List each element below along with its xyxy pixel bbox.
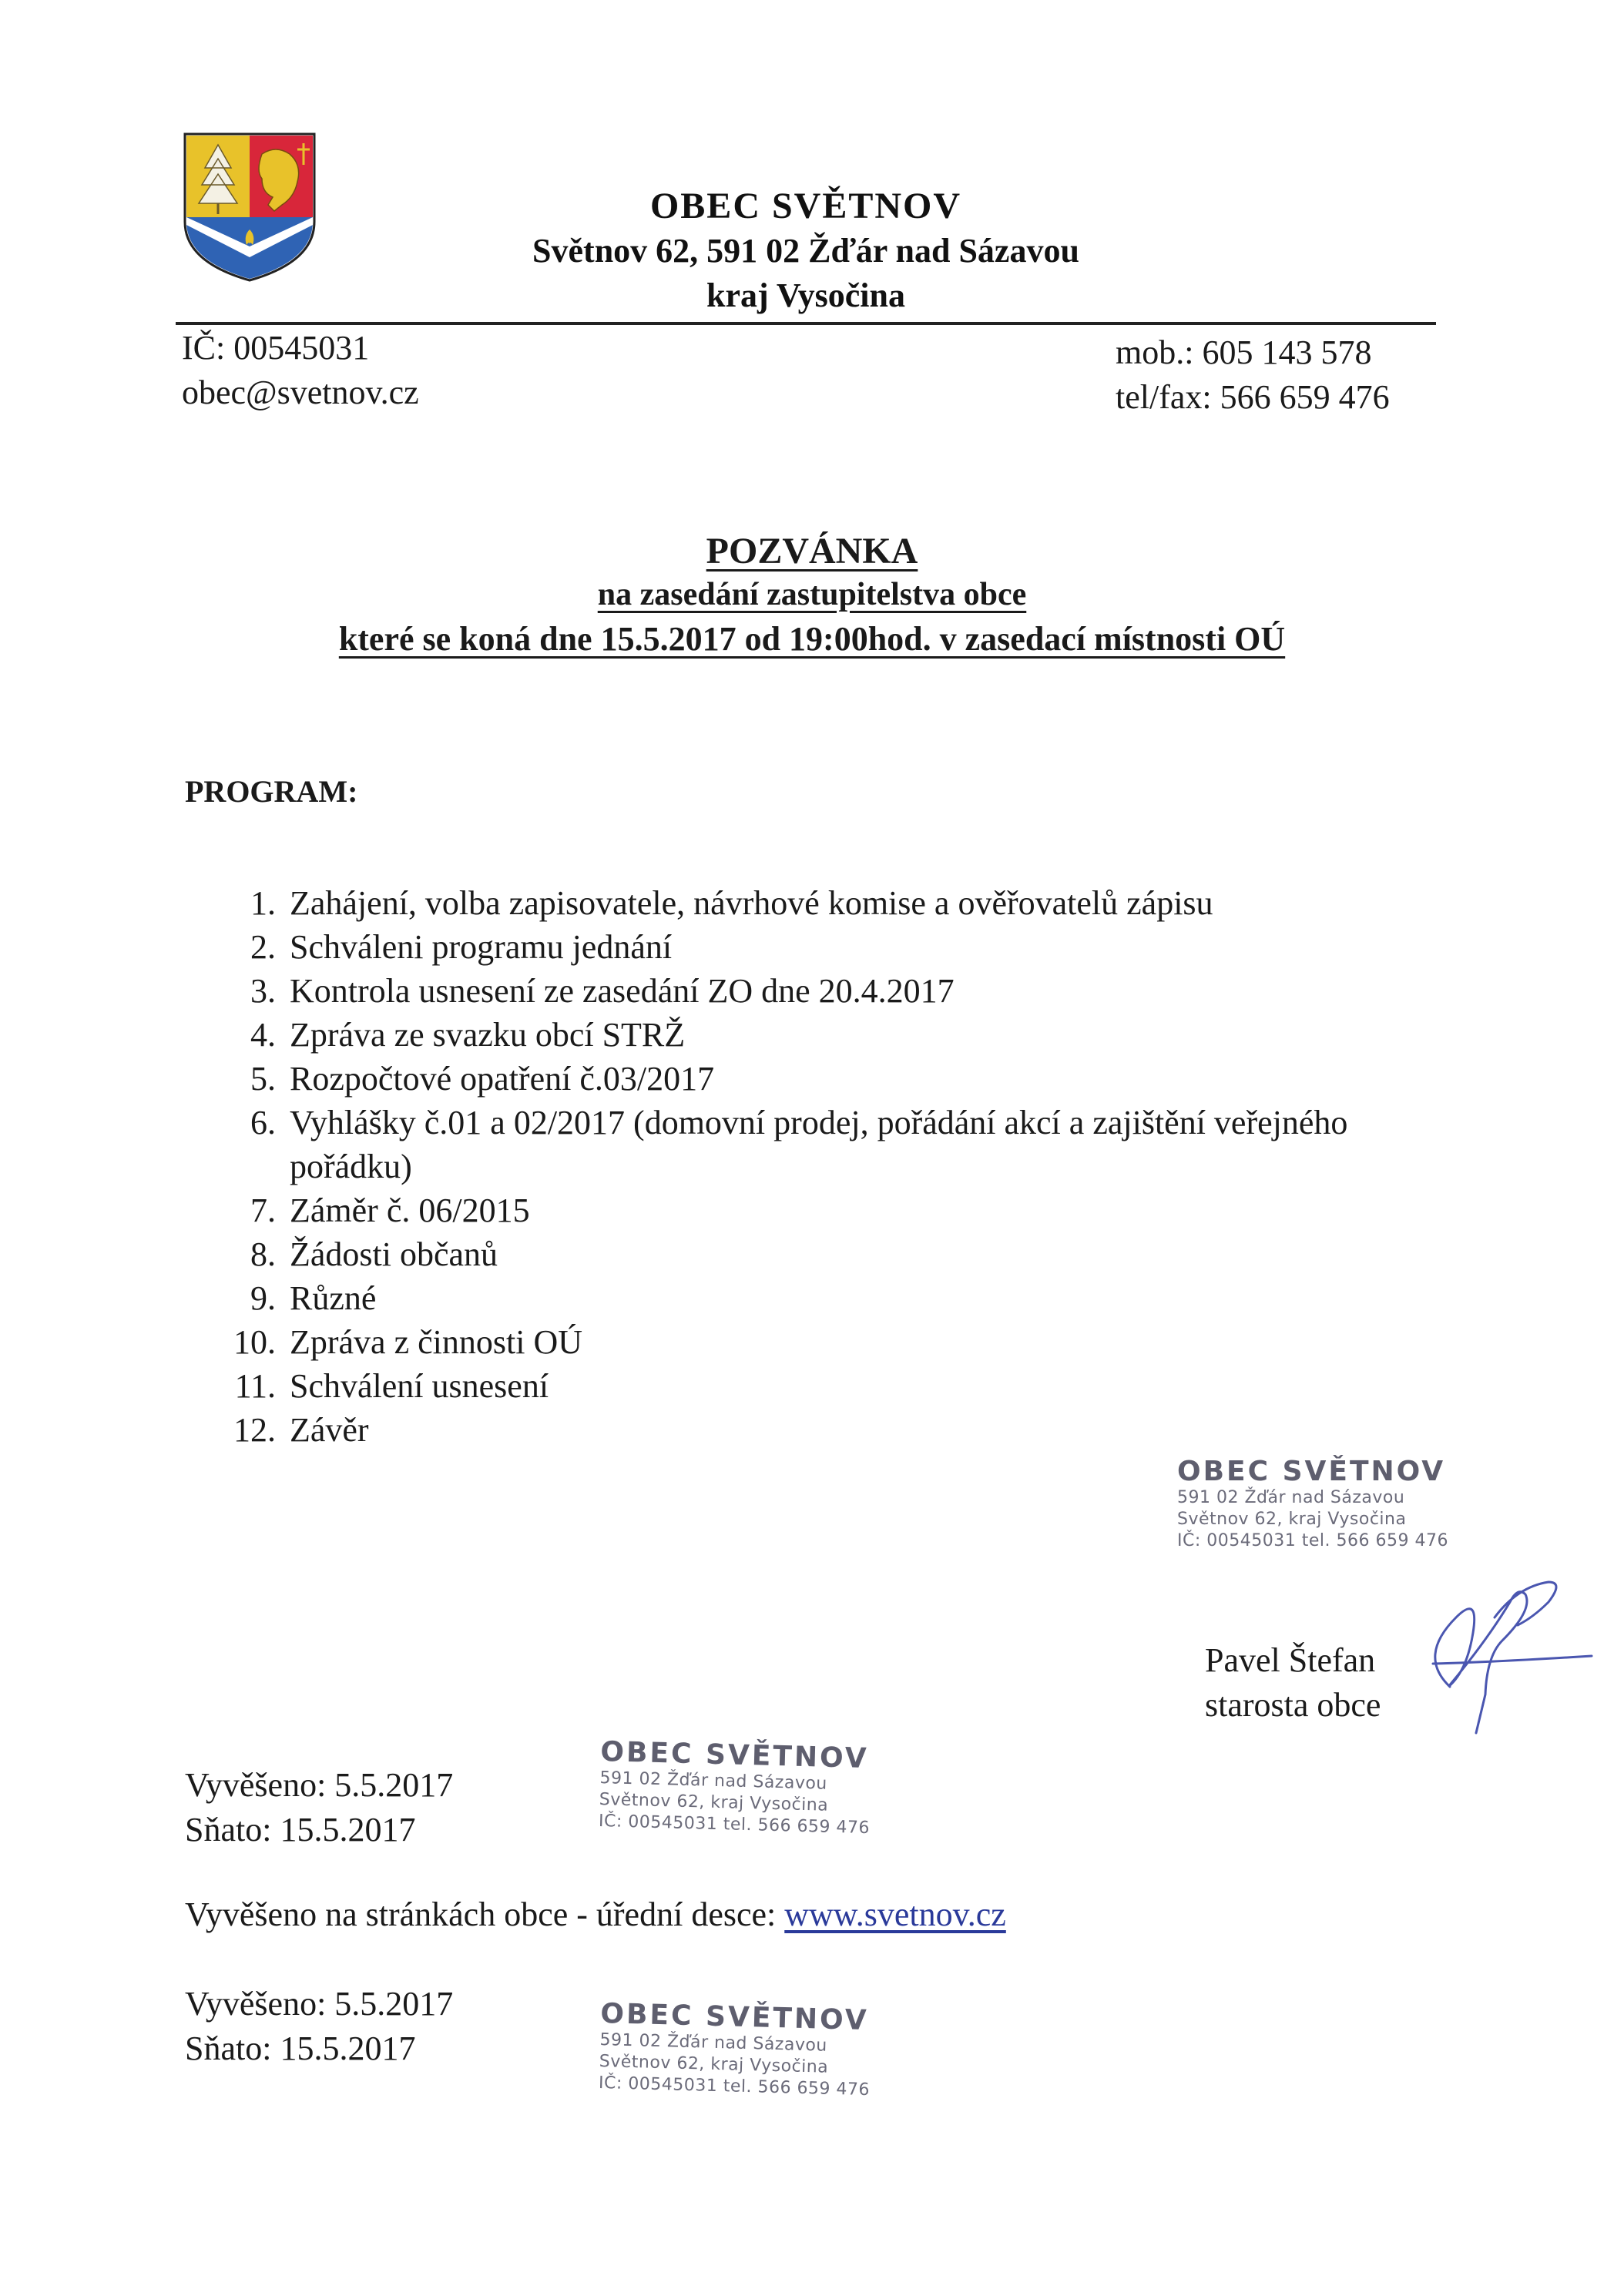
website-link[interactable]: www.svetnov.cz	[784, 1895, 1006, 1933]
stamp-line: Světnov 62, kraj Vysočina	[599, 1789, 829, 1815]
agenda-item-text: Zpráva ze svazku obcí STRŽ	[290, 1016, 686, 1054]
stamp-line: Světnov 62, kraj Vysočina	[599, 2051, 829, 2077]
official-stamp	[599, 1998, 872, 2101]
official-stamp	[599, 1736, 872, 1839]
agenda-item	[200, 1057, 1371, 1101]
agenda-item-number: 4.	[250, 1016, 276, 1054]
program-label: PROGRAM:	[185, 774, 358, 809]
stamp-name: OBEC SVĚTNOV	[599, 1736, 870, 1775]
agenda-item	[200, 1232, 1371, 1276]
agenda-item	[200, 1101, 1371, 1188]
stamp-line: 591 02 Žďár nad Sázavou	[599, 1768, 828, 1794]
agenda-item-number: 6.	[250, 1104, 276, 1141]
web-posting-line	[185, 1895, 1006, 1934]
agenda-item-text: Různé	[290, 1279, 377, 1317]
stamp-line: IČ: 00545031 tel. 566 659 476	[598, 2073, 871, 2100]
agenda-item-text: Záměr č. 06/2015	[290, 1192, 530, 1229]
agenda-item-text: Schváleni programu jednání	[290, 928, 673, 966]
agenda-item	[200, 1320, 1371, 1364]
stamp-name: OBEC SVĚTNOV	[1177, 1456, 1446, 1487]
agenda-item	[200, 881, 1371, 925]
stamp-line: 591 02 Žďár nad Sázavou	[599, 2030, 828, 2056]
agenda-item-text: Schválení usnesení	[290, 1367, 549, 1405]
header-title: OBEC SVĚTNOV	[649, 186, 962, 226]
agenda-item	[200, 1408, 1371, 1452]
invitation-details-text: které se koná dne 15.5.2017 od 19:00hod. v zasedací místnosti OÚ	[338, 620, 1286, 658]
stamp-line: Světnov 62, kraj Vysočina	[1177, 1510, 1407, 1529]
invitation-details	[0, 619, 1624, 659]
header-divider	[176, 322, 1436, 325]
agenda-item-text: Žádosti občanů	[290, 1235, 498, 1273]
agenda-item-text: Zpráva z činnosti OÚ	[290, 1323, 582, 1361]
agenda-item	[200, 1276, 1371, 1320]
official-stamp	[1177, 1456, 1448, 1552]
agenda-item-number: 5.	[250, 1060, 276, 1098]
removed-date: Sňato: 15.5.2017	[185, 1811, 416, 1849]
header-ic: IČ: 00545031	[182, 329, 370, 367]
signer-role: starosta obce	[1205, 1686, 1381, 1724]
agenda-item-number: 7.	[250, 1192, 276, 1229]
invitation-subtitle-text: na zasedání zastupitelstva obce	[597, 577, 1027, 612]
posted-date: Vyvěšeno: 5.5.2017	[185, 1985, 454, 2023]
agenda-item-text: Vyhlášky č.01 a 02/2017 (domovní prodej, pořádání akcí a zajištění veřejného pořádku)	[290, 1104, 1348, 1185]
agenda-item-number: 12.	[233, 1411, 276, 1449]
stamp-name: OBEC SVĚTNOV	[599, 1998, 870, 2037]
header-address: Světnov 62, 591 02 Žďár nad Sázavou	[532, 232, 1079, 270]
agenda-item	[200, 1188, 1371, 1232]
removed-date: Sňato: 15.5.2017	[185, 2030, 416, 2067]
agenda-item	[200, 925, 1371, 969]
agenda-item-text: Rozpočtové opatření č.03/2017	[290, 1060, 715, 1098]
header-mobile: mob.: 605 143 578	[1116, 334, 1372, 371]
agenda-item-number: 11.	[234, 1367, 276, 1405]
agenda-item-number: 10.	[233, 1323, 276, 1361]
stamp-line: IČ: 00545031 tel. 566 659 476	[1177, 1531, 1448, 1550]
invitation-title-text: POZVÁNKA	[706, 531, 918, 571]
invitation-subtitle	[0, 576, 1624, 613]
header-email: obec@svetnov.cz	[182, 374, 419, 411]
agenda-item-number: 9.	[250, 1279, 276, 1317]
header-telfax: tel/fax: 566 659 476	[1116, 378, 1390, 416]
stamp-line: IČ: 00545031 tel. 566 659 476	[598, 1811, 871, 1838]
agenda-item-number: 3.	[250, 972, 276, 1010]
agenda-item-text: Kontrola usnesení ze zasedání ZO dne 20.4.2017	[290, 972, 955, 1010]
agenda-item-number: 8.	[250, 1235, 276, 1273]
signature-icon	[1402, 1571, 1595, 1741]
invitation-title	[0, 530, 1624, 572]
agenda-item	[200, 969, 1371, 1013]
agenda-item-number: 1.	[250, 884, 276, 922]
agenda-list	[200, 881, 1371, 1452]
header-region: kraj Vysočina	[706, 277, 905, 314]
signer-name: Pavel Štefan	[1205, 1641, 1376, 1679]
stamp-line: 591 02 Žďár nad Sázavou	[1177, 1488, 1405, 1507]
agenda-item	[200, 1013, 1371, 1057]
agenda-item-number: 2.	[250, 928, 276, 966]
agenda-item	[200, 1364, 1371, 1408]
posted-date: Vyvěšeno: 5.5.2017	[185, 1766, 454, 1804]
agenda-item-text: Zahájení, volba zapisovatele, návrhové komise a ověřovatelů zápisu	[290, 884, 1213, 922]
agenda-item-text: Závěr	[290, 1411, 369, 1449]
web-posting-text: Vyvěšeno na stránkách obce - úřední desce:	[185, 1895, 785, 1933]
